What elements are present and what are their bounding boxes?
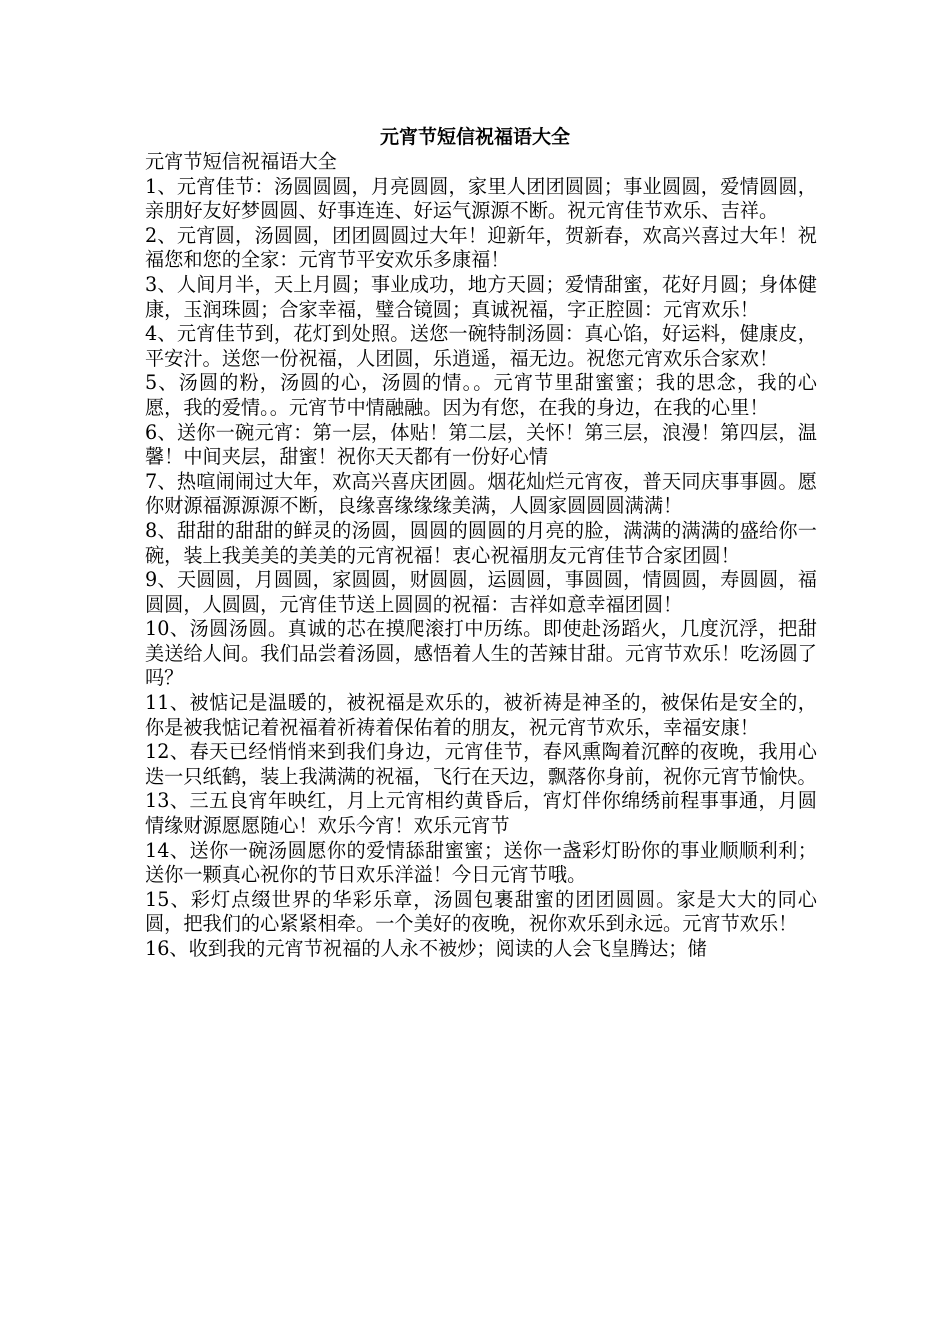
paragraph-10: 10、汤圆汤圆。真诚的芯在摸爬滚打中历练。即使赴汤蹈火，几度沉浮，把甜美送给人间。我们品尝着汤圆，感悟着人生的苦辣甘甜。元宵节欢乐！吃汤圆了吗？ [145,617,817,690]
paragraph-14: 14、送你一碗汤圆愿你的爱情舔甜蜜蜜；送你一盏彩灯盼你的事业顺顺利利；送你一颗真心祝你的节日欢乐洋溢！今日元宵节哦。 [145,838,817,887]
paragraph-8: 8、甜甜的甜甜的鲜灵的汤圆，圆圆的圆圆的月亮的脸，满满的满满的盛给你一碗，装上我美美的美美的元宵祝福！衷心祝福朋友元宵佳节合家团圆！ [145,518,817,567]
paragraph-15: 15、彩灯点缀世界的华彩乐章，汤圆包裹甜蜜的团团圆圆。家是大大的同心圆，把我们的心紧紧相牵。一个美好的夜晚，祝你欢乐到永远。元宵节欢乐！ [145,887,817,936]
document-title: 元宵节短信祝福语大全 [379,126,570,148]
paragraph-11: 11、被惦记是温暖的，被祝福是欢乐的，被祈祷是神圣的，被保佑是安全的，你是被我惦记着祝福着祈祷着保佑着的朋友，祝元宵节欢乐，幸福安康！ [145,691,817,739]
paragraph-5: 5、汤圆的粉，汤圆的心，汤圆的情。。元宵节里甜蜜蜜；我的思念，我的心愿，我的爱情。。元宵节中情融融。因为有您，在我的身边，在我的心里！ [145,371,817,419]
paragraph-9: 9、天圆圆，月圆圆，家圆圆，财圆圆，运圆圆，事圆圆，情圆圆，寿圆圆，福圆圆，人圆圆，元宵佳节送上圆圆的祝福：吉祥如意幸福团圆！ [145,568,817,616]
paragraph-16: 16、收到我的元宵节祝福的人永不被炒；阅读的人会飞皇腾达；储 [145,937,707,960]
paragraph-2: 2、元宵圆，汤圆圆，团团圆圆过大年！迎新年，贺新春，欢高兴喜过大年！祝福您和您的全家：元宵节平安欢乐多康福！ [145,223,817,272]
paragraph-13: 13、三五良宵年映红，月上元宵相约黄昏后，宵灯伴你绵绣前程事事通，月圆情缘财源愿愿随心！欢乐今宵！欢乐元宵节 [145,789,817,838]
paragraph-4: 4、元宵佳节到，花灯到处照。送您一碗特制汤圆：真心馅，好运料，健康皮，平安汁。送您一份祝福，人团圆，乐逍遥，福无边。祝您元宵欢乐合家欢！ [145,322,817,370]
paragraph-3: 3、人间月半，天上月圆；事业成功，地方天圆；爱情甜蜜，花好月圆；身体健康，玉润珠圆；合家幸福，璧合镜圆；真诚祝福，字正腔圆：元宵欢乐！ [145,272,817,321]
paragraph-1: 1、元宵佳节：汤圆圆圆，月亮圆圆，家里人团团圆圆；事业圆圆，爱情圆圆，亲朋好友好梦圆圆、好事连连、好运气源源不断。祝元宵佳节欢乐、吉祥。 [145,174,817,223]
document-body [145,150,817,962]
paragraph-7: 7、热喧闹闹过大年，欢高兴喜庆团圆。烟花灿烂元宵夜，普天同庆事事圆。愿你财源福源源源不断，良缘喜缘缘缘美满，人圆家圆圆圆满满！ [145,469,817,518]
paragraph-12: 12、春天已经悄悄来到我们身边，元宵佳节，春风熏陶着沉醉的夜晚，我用心迭一只纸鹤，装上我满满的祝福，飞行在天边，飘落你身前，祝你元宵节愉快。 [145,740,817,788]
paragraph-6: 6、送你一碗元宵：第一层，体贴！第二层，关怀！第三层，浪漫！第四层，温馨！中间夹层，甜蜜！祝你天天都有一份好心情 [145,420,817,469]
document-subtitle: 元宵节短信祝福语大全 [145,150,337,173]
